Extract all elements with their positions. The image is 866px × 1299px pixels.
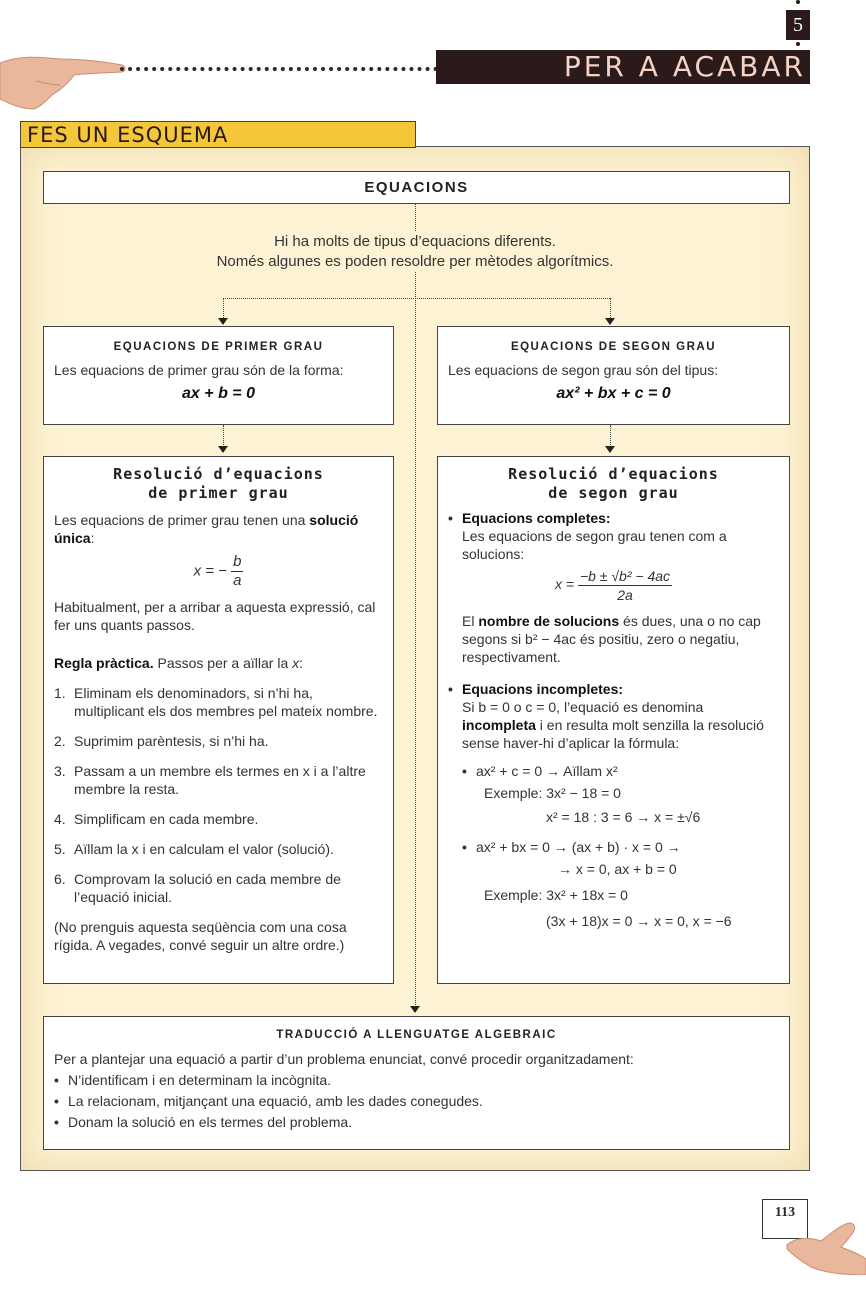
fraction <box>231 553 243 590</box>
text: Passos per a aïllar la <box>157 655 289 671</box>
main-title: EQUACIONS <box>43 171 790 204</box>
text: : <box>90 530 95 546</box>
chapter-number: 5 <box>786 10 810 40</box>
complete-equations-text: Les equacions de segon grau tenen com a solucions: <box>462 528 727 562</box>
connector-line <box>610 298 611 318</box>
fraction-denominator: 2a <box>617 587 633 603</box>
step-number: 2. <box>54 733 66 749</box>
case-one: • ax² + c = 0 → Aïllam x² <box>462 762 779 780</box>
step-text: Eliminam els denominadors, si n’hi ha, multiplicant els dos membres pel mateix nombre. <box>74 685 378 719</box>
page-number: 113 <box>762 1199 808 1239</box>
step-text: Passam a un membre els termes en x i a l’altre membre la resta. <box>74 763 366 797</box>
case-two-continuation: → x = 0, ax + b = 0 <box>558 861 677 877</box>
formula-lhs: x = − <box>193 562 227 580</box>
box-text: Les equacions de segon grau són del tipus: <box>448 362 719 378</box>
step-number: 4. <box>54 811 66 827</box>
step-text: Suprimim parèntesis, si n’hi ha. <box>74 733 269 749</box>
step-text: Aïllam la x i en calculam el valor (solució). <box>74 841 334 857</box>
variable: x <box>292 655 300 671</box>
text: és dues, una o no cap segons si b² − 4ac és positiu, zero o negatiu, respectivament. <box>462 613 761 665</box>
list-item: • La relacionam, mitjançant una equació, amb les dades conegudes. <box>54 1091 779 1112</box>
step-number: 1. <box>54 685 66 701</box>
fraction-denominator: a <box>233 572 242 589</box>
chapter-marker-dot <box>796 42 800 46</box>
box-text: Les equacions de primer grau són de la forma: <box>54 362 344 378</box>
list-item <box>54 684 383 720</box>
bold-term: incompleta <box>462 717 536 733</box>
bold-term: Equacions incompletes: <box>462 681 624 697</box>
fraction-numerator: −b ± √b² − 4ac <box>579 568 671 584</box>
box-title: de segon grau <box>548 484 679 502</box>
formula-lhs: x = <box>554 576 575 593</box>
quadratic-formula <box>448 567 779 604</box>
step-number: 3. <box>54 763 66 779</box>
box-title: Resolució d’equacions <box>508 465 719 483</box>
note-text: (No prenguis aquesta seqüència com una cosa rígida. A vegades, convé seguir un altre ordre.) <box>54 919 347 953</box>
bold-term: Equacions completes: <box>462 510 611 526</box>
fraction-numerator: b <box>233 553 242 570</box>
text: : <box>299 655 304 671</box>
connector-line <box>415 204 416 1009</box>
chapter-marker-dot <box>796 0 800 4</box>
case-two: • ax² + bx = 0 → (ax + b) · x = 0 → <box>462 838 779 856</box>
pointing-hand-icon <box>785 1215 866 1275</box>
case-one-example: Exemple: 3x² − 18 = 0 <box>484 785 621 801</box>
section-banner: PER A ACABAR <box>436 50 810 84</box>
text: Si b = 0 o c = 0, l’equació es denomina <box>462 699 704 715</box>
box-heading: TRADUCCIÓ A LLENGUATGE ALGEBRAIC <box>276 1029 557 1041</box>
number-of-solutions-text <box>448 612 779 666</box>
first-degree-resolution-box <box>43 456 394 984</box>
bold-term: solució única <box>54 512 359 546</box>
box-heading: EQUACIONS DE PRIMER GRAU <box>113 341 324 353</box>
connector-line <box>223 298 610 299</box>
section-tab: FES UN ESQUEMA <box>20 121 416 148</box>
formula <box>54 553 383 590</box>
intro-line: Hi ha molts de tipus d’equacions diferents. <box>274 233 556 250</box>
incomplete-equations-text <box>448 698 779 752</box>
habitual-text: Habitualment, per a arribar a aquesta expressió, cal fer uns quants passos. <box>54 599 376 633</box>
bold-term: Regla pràctica. <box>54 655 154 671</box>
step-number: 6. <box>54 871 66 887</box>
text: El <box>462 613 475 629</box>
case-two-solution: (3x + 18)x = 0 → x = 0, x = −6 <box>546 913 732 929</box>
connector-line <box>223 298 224 318</box>
list-item <box>54 810 383 828</box>
list-item: • N’identificam i en determinam la incògnita. <box>54 1070 779 1091</box>
fraction <box>578 567 672 604</box>
text: Les equacions de primer grau tenen una <box>54 512 306 528</box>
bold-term: nombre de solucions <box>478 613 620 629</box>
dotted-leader-line <box>120 67 438 71</box>
text: i en resulta molt senzilla la resolució sense haver-hi d’aplicar la fórmula: <box>462 717 764 751</box>
complete-equations-label <box>448 509 779 527</box>
list-item <box>54 870 383 906</box>
arrow-down-icon <box>605 446 615 453</box>
list-item <box>54 762 383 798</box>
connector-line <box>610 425 611 445</box>
practical-rule <box>54 654 383 672</box>
list-item <box>54 732 383 750</box>
arrow-down-icon <box>605 318 615 325</box>
list-item <box>54 840 383 858</box>
second-degree-box <box>437 326 790 425</box>
intro-text <box>150 232 680 272</box>
incomplete-equations-label <box>448 680 779 698</box>
formula: ax² + bx + c = 0 <box>556 385 671 402</box>
case-two-example: Exemple: 3x² + 18x = 0 <box>484 887 628 903</box>
step-text: Comprovam la solució en cada membre de l’equació inicial. <box>74 871 341 905</box>
box-title: de primer grau <box>148 484 289 502</box>
step-text: Simplificam en cada membre. <box>74 811 259 827</box>
formula: ax + b = 0 <box>182 385 255 402</box>
second-degree-resolution-box <box>437 456 790 984</box>
steps-list <box>54 684 383 906</box>
algebraic-translation-box <box>43 1016 790 1150</box>
arrow-down-icon <box>218 446 228 453</box>
list-item: • Donam la solució en els termes del problema. <box>54 1112 779 1133</box>
pointing-hand-icon <box>0 45 130 115</box>
step-number: 5. <box>54 841 66 857</box>
box-title: Resolució d’equacions <box>113 465 324 483</box>
arrow-down-icon <box>218 318 228 325</box>
intro-line: Només algunes es poden resoldre per mètodes algorítmics. <box>216 253 614 270</box>
unique-solution-text <box>54 511 383 547</box>
arrow-down-icon <box>410 1006 420 1013</box>
box-text: Per a plantejar una equació a partir d’un problema enunciat, convé procedir organitzadament: <box>54 1051 634 1067</box>
first-degree-box <box>43 326 394 425</box>
case-one-solution: x² = 18 : 3 = 6 → x = ±√6 <box>546 809 701 825</box>
connector-line <box>223 425 224 445</box>
box-heading: EQUACIONS DE SEGON GRAU <box>510 341 717 353</box>
